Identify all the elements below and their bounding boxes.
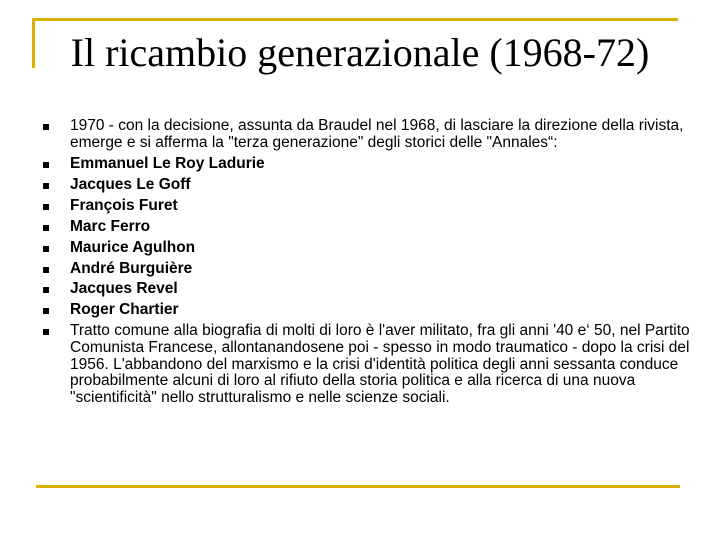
bullet-text: Tratto comune alla biografia di molti di loro è l'aver militato, fra gli anni '40 e‘ 50, nel Partito Comunista Francese, allontanandosene poi - spesso in modo traumatico - dopo la crisi del 1956. L'abbandono del marxismo e la crisi d'identità politica degli anni sessanta conduce probabilmente alcuni di loro al rifiuto della storia politica e alla ricerca di una nuova "scientificità" nello strutturalismo e nelle scienze sociali. bbox=[70, 322, 690, 406]
bullet-item-historian bbox=[43, 281, 698, 298]
bullet-text: 1970 - con la decisione, assunta da Braudel nel 1968, di lasciare la direzione della rivista, emerge e si afferma la "terza generazione" degli storici delle "Annales“: bbox=[70, 117, 684, 151]
slide-title: Il ricambio generazionale (1968-72) bbox=[70, 30, 650, 75]
bullet-text: Jacques Le Goff bbox=[70, 175, 191, 193]
square-bullet-icon bbox=[43, 162, 49, 168]
square-bullet-icon bbox=[43, 267, 49, 273]
bullet-text: Marc Ferro bbox=[70, 217, 151, 235]
bullet-item-historian bbox=[43, 156, 698, 173]
square-bullet-icon bbox=[43, 124, 49, 130]
square-bullet-icon bbox=[43, 225, 49, 231]
bullet-text: Roger Chartier bbox=[70, 301, 179, 319]
bullet-item-conclusion bbox=[43, 323, 698, 406]
bullet-item-historian bbox=[43, 302, 698, 319]
bullet-item-historian bbox=[43, 198, 698, 215]
bullet-list bbox=[43, 118, 698, 411]
square-bullet-icon bbox=[43, 204, 49, 210]
bullet-item-historian bbox=[43, 219, 698, 236]
square-bullet-icon bbox=[43, 183, 49, 189]
bullet-text: Emmanuel Le Roy Ladurie bbox=[70, 154, 265, 172]
bullet-text: Maurice Agulhon bbox=[70, 238, 196, 256]
bullet-item-historian bbox=[43, 261, 698, 278]
square-bullet-icon bbox=[43, 246, 49, 252]
bullet-item-historian bbox=[43, 240, 698, 257]
top-rule bbox=[34, 18, 678, 21]
bullet-text: François Furet bbox=[70, 196, 178, 214]
bullet-text: André Burguière bbox=[70, 259, 193, 277]
square-bullet-icon bbox=[43, 329, 49, 335]
bullet-item-intro bbox=[43, 118, 698, 151]
square-bullet-icon bbox=[43, 308, 49, 314]
square-bullet-icon bbox=[43, 287, 49, 293]
bullet-text: Jacques Revel bbox=[70, 280, 178, 298]
bottom-rule bbox=[36, 485, 680, 488]
bullet-item-historian bbox=[43, 177, 698, 194]
